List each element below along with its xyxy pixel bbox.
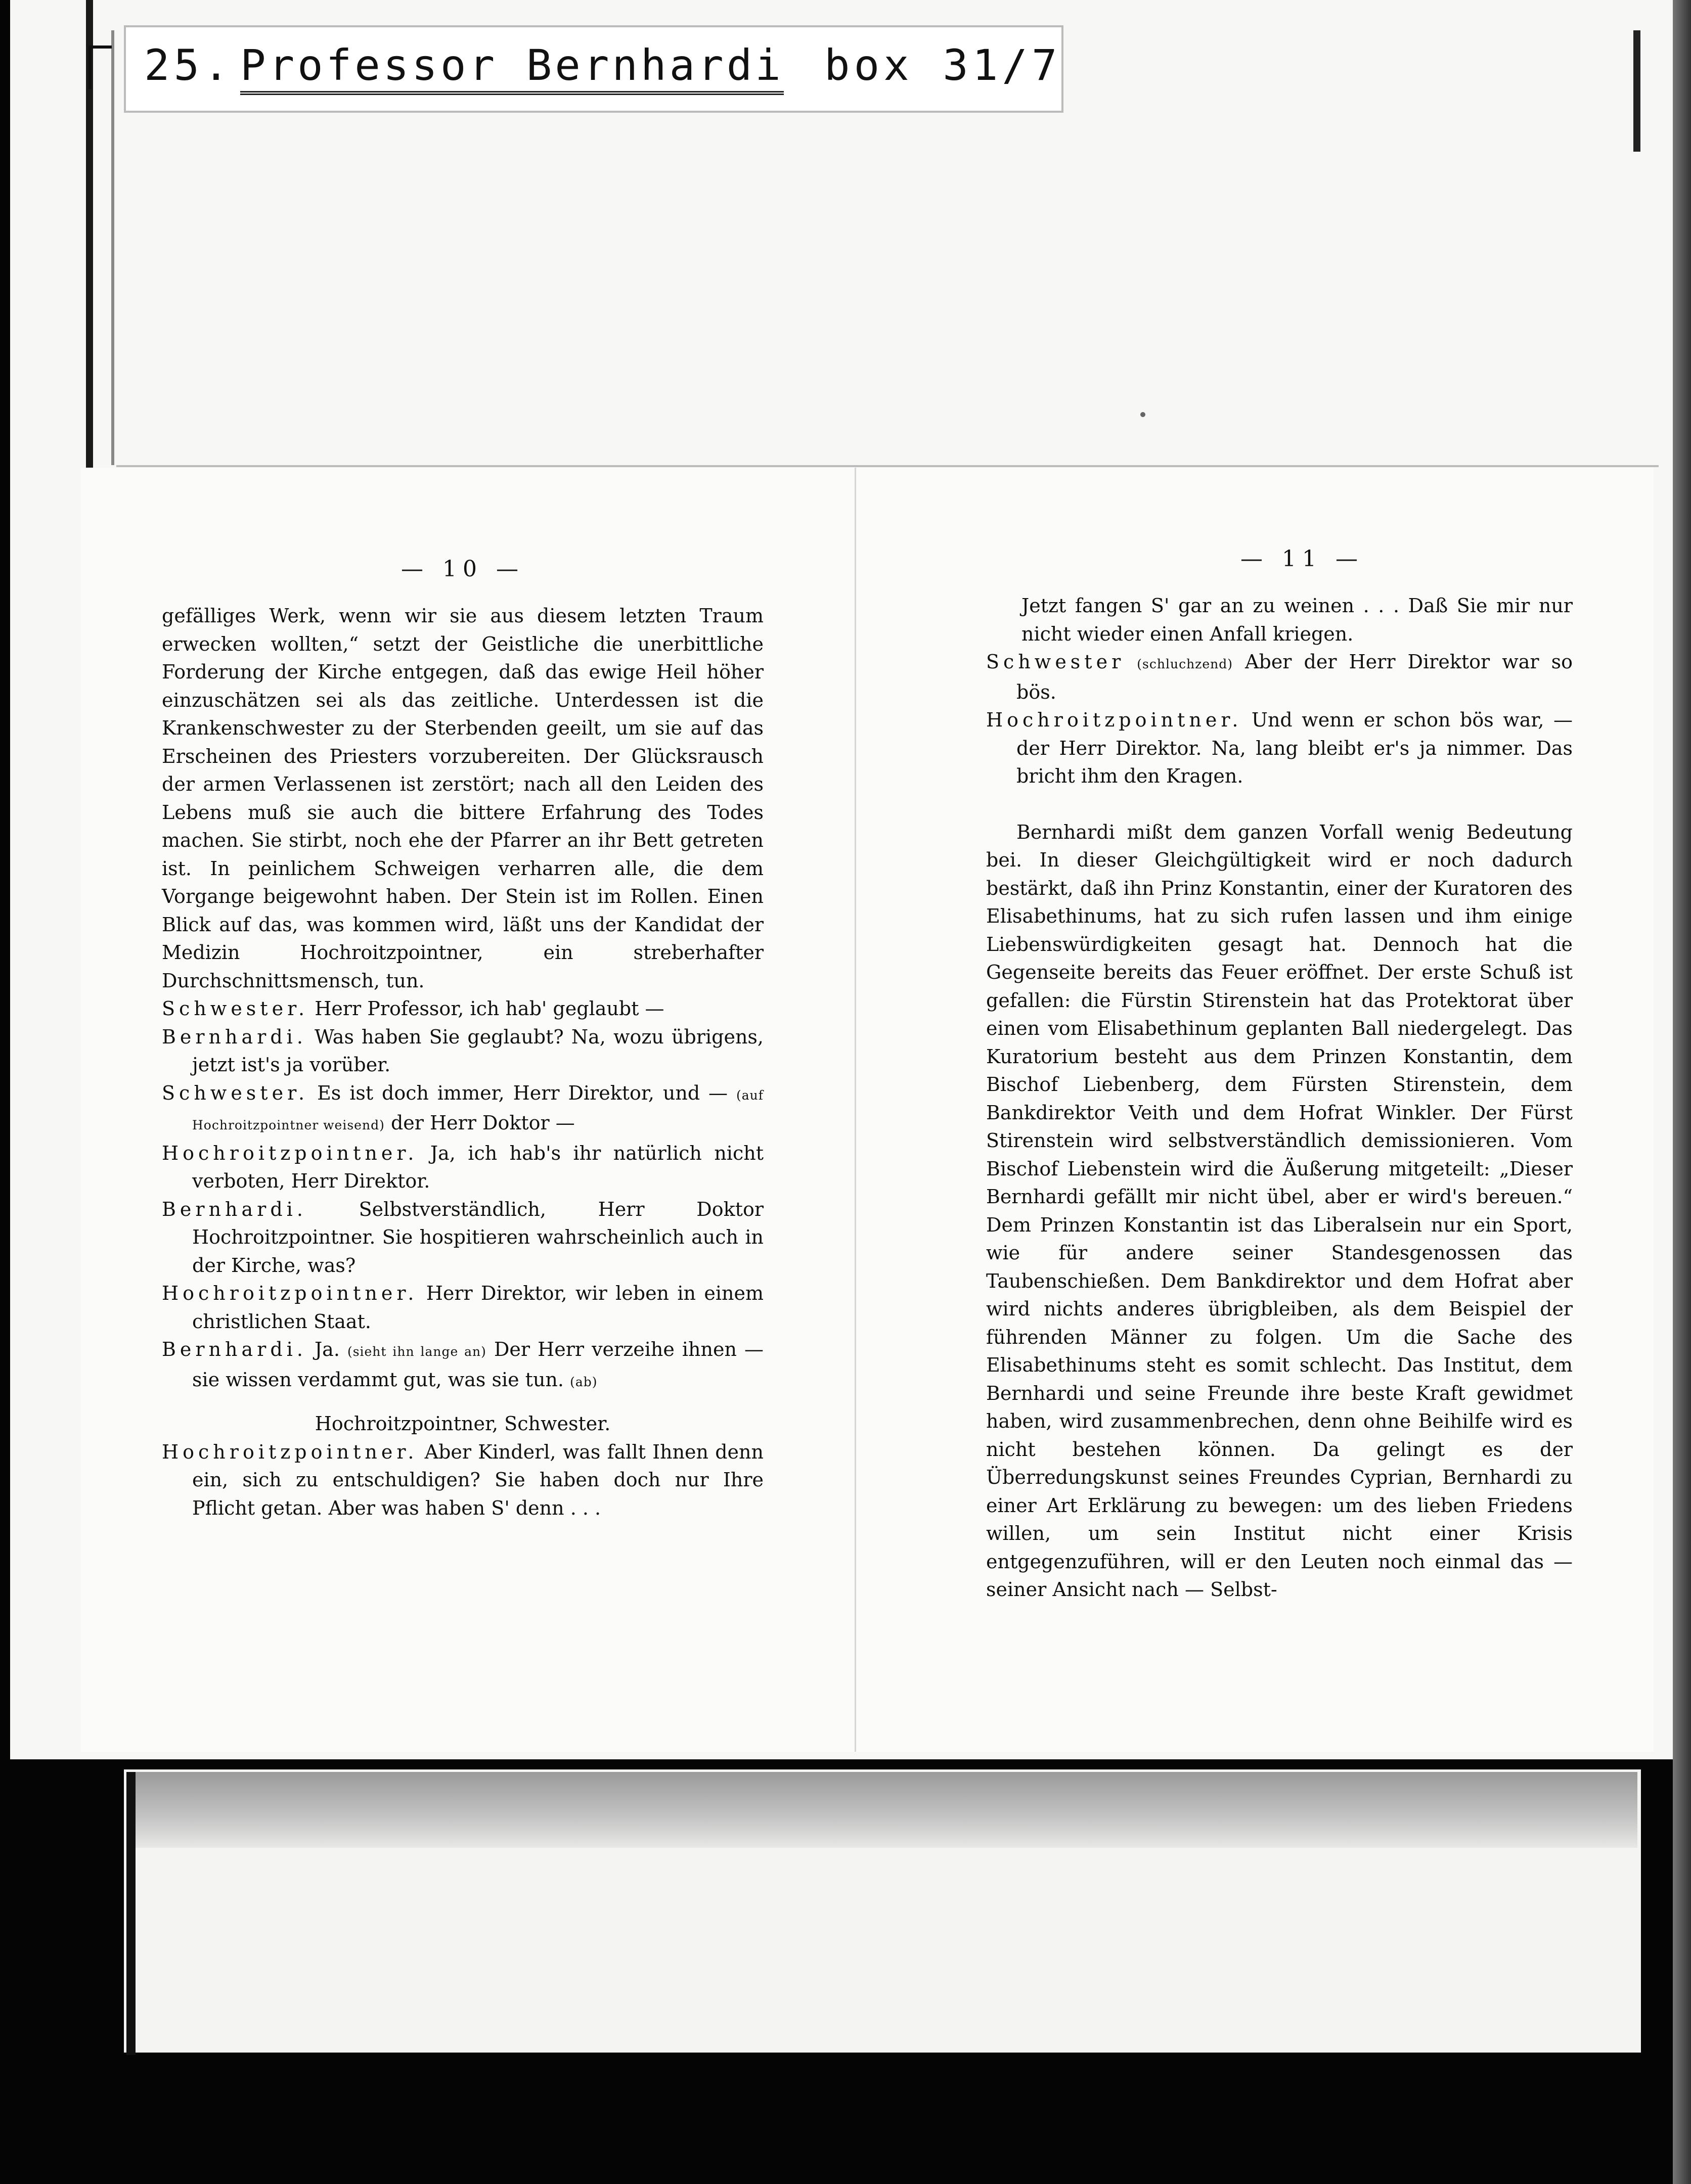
speech-text: Ja, ich hab's ihr natürlich nicht verboten, Herr Direktor. (192, 1142, 764, 1192)
speaker-name: Bernhardi. (162, 1338, 307, 1360)
dialogue-line (162, 1140, 764, 1196)
header-number: 25. (144, 40, 233, 90)
paragraph-gap (986, 791, 1573, 818)
booklet-fold (855, 468, 856, 1752)
left-page (162, 556, 764, 1522)
card-left-rule (111, 30, 114, 465)
header-box-number: box 31/7 (824, 40, 1061, 90)
speech-text: Der Herr verzeihe ihnen — sie wissen verdammt gut, was sie tun. (192, 1338, 764, 1391)
scan-right-edge (1673, 0, 1691, 2184)
speech-text: Es ist doch immer, Herr Direktor, und — (317, 1081, 728, 1104)
speech-text: Was haben Sie geglaubt? Na, wozu übrigens, jetzt ist's ja vorüber. (192, 1025, 764, 1076)
speech-text: Ja. (314, 1338, 340, 1360)
dialogue-line (162, 1438, 764, 1523)
stage-direction: (sieht ihn lange an) (347, 1344, 486, 1359)
speech-text: Aber Kinderl, was fallt Ihnen denn ein, sich zu entschuldigen? Sie haben doch nur Ihre Pflicht getan. Aber was haben S' denn . . . (192, 1440, 764, 1519)
speaker-name: Bernhardi. (162, 1198, 307, 1220)
corner-mark (88, 46, 112, 89)
next-card-edge (126, 1772, 136, 2055)
speech-text: Aber der Herr Direktor war so bös. (1016, 651, 1573, 703)
dialogue-line (162, 995, 764, 1023)
speech-text: Und wenn er schon bös war, — der Herr Direktor. Na, lang bleibt er's ja nimmer. Das bricht ihm den Kragen. (1016, 709, 1573, 787)
speech-text: Herr Professor, ich hab' geglaubt — (315, 997, 664, 1020)
stage-direction: (schluchzend) (1137, 657, 1233, 671)
dialogue-line (986, 706, 1573, 791)
left-intro-paragraph: gefälliges Werk, wenn wir sie aus diesem letzten Traum erwecken wollten,“ setzt der Geistliche die unerbittliche Forderung der Kirche entgegen, daß das ewige Heil höher einzuschätzen sei als das zeitliche. Unterdessen ist die Krankenschwester zu der Sterbenden geeilt, um sie auf das Erscheinen des Priesters vorzubereiten. Der Glücksrausch der armen Verlassenen ist zerstört; nach all den Leiden des Lebens muß sie auch die bittere Erfahrung des Todes machen. Sie stirbt, noch ehe der Pfarrer an ihr Bett getreten ist. In peinlichem Schweigen verharren alle, die dem Vorgange beigewohnt haben. Der Stein ist im Rollen. Einen Blick auf das, was kommen wird, läßt uns der Kandidat der Medizin Hochroitzpointner, ein streberhafter Durchschnittsmensch, tun. (162, 605, 764, 992)
speaker-name: Schwester. (162, 997, 309, 1020)
speech-text: Herr Direktor, wir leben in einem christlichen Staat. (192, 1282, 764, 1333)
dialogue-line (986, 648, 1573, 706)
speaker-name: Bernhardi. (162, 1025, 307, 1048)
speaker-name: Hochroitzpointner. (162, 1440, 418, 1463)
dialogue-line (162, 1280, 764, 1336)
dialogue-line (162, 1336, 764, 1396)
continued-speech: Jetzt fangen S' gar an zu weinen . . . Daß Sie mir nur nicht wieder einen Anfall kriegen. (1021, 595, 1573, 645)
speaker-name: Hochroitzpointner. (162, 1282, 418, 1304)
speaker-name: Schwester. (162, 1081, 309, 1104)
speaker-name: Hochroitzpointner. (162, 1142, 418, 1164)
speech-text: der Herr Doktor — (390, 1112, 575, 1134)
card-bottom-line (116, 465, 1659, 467)
speech-text: Selbstverständlich, Herr Doktor Hochroitzpointner. Sie hospitieren wahrscheinlich auch in der Kirche, was? (192, 1198, 764, 1277)
speaker-name: Schwester (986, 651, 1125, 673)
scene-heading: Hochroitzpointner, Schwester. (315, 1413, 611, 1435)
header-title: Professor Bernhardi (240, 40, 784, 95)
stage-direction: (auf Hochroitzpointner weisend) (192, 1087, 764, 1132)
right-page (986, 546, 1573, 1604)
dialogue-line (162, 1196, 764, 1280)
left-page-number: — 10 — (401, 556, 524, 582)
dialogue-line (162, 1079, 764, 1140)
right-page-number: — 11 — (1240, 546, 1364, 572)
next-card-shadow (136, 1772, 1637, 1848)
exit-direction: (ab) (570, 1374, 598, 1389)
dialogue-line (162, 1023, 764, 1079)
speckle (1140, 412, 1145, 417)
speaker-name: Hochroitzpointner. (986, 709, 1242, 731)
card-right-strip (1633, 30, 1640, 152)
right-body-paragraph: Bernhardi mißt dem ganzen Vorfall wenig Bedeutung bei. In dieser Gleichgültigkeit wird er noch dadurch bestärkt, daß ihn Prinz Konstantin, einer der Kuratoren des Elisabethinums, hat zu sich rufen lassen und ihm einige Liebenswürdigkeiten gesagt hat. Dennoch hat die Gegenseite bereits das Feuer eröffnet. Der erste Schuß ist gefallen: die Fürstin Stirenstein hat das Protektorat über einen vom Elisabethinum geplanten Ball niedergelegt. Das Kuratorium besteht aus dem Prinzen Konstantin, dem Bischof Liebenberg, dem Fürsten Stirenstein, dem Bankdirektor Veith und dem Hofrat Winkler. Der Fürst Stirenstein wird selbstverständlich demissionieren. Vom Bischof Liebenstein wird die Äußerung mitgeteilt: „Dieser Bernhardi gefällt mir nicht übel, aber er wird's bereuen.“ Dem Prinzen Konstantin ist das Liberalsein nur ein Sport, wie für andere seiner Standesgenossen das Taubenschießen. Dem Bankdirektor und dem Hofrat aber wird nichts anderes übrigbleiben, als dem Beispiel der führenden Männer zu folgen. Um die Sache des Elisabethinums steht es somit schlecht. Das Institut, dem Bernhardi und seine Freunde ihre beste Kraft gewidmet haben, wird zusammenbrechen, denn ohne Beihilfe wird es nicht bestehen können. Da gelingt es der Überredungskunst seines Freundes Cyprian, Bernhardi zu einer Art Erklärung zu bewegen: um des lieben Friedens willen, um sein Institut nicht einer Krisis entgegenzuführen, will er den Leuten noch einmal das — seiner Ansicht nach — Selbst- (986, 821, 1573, 1601)
